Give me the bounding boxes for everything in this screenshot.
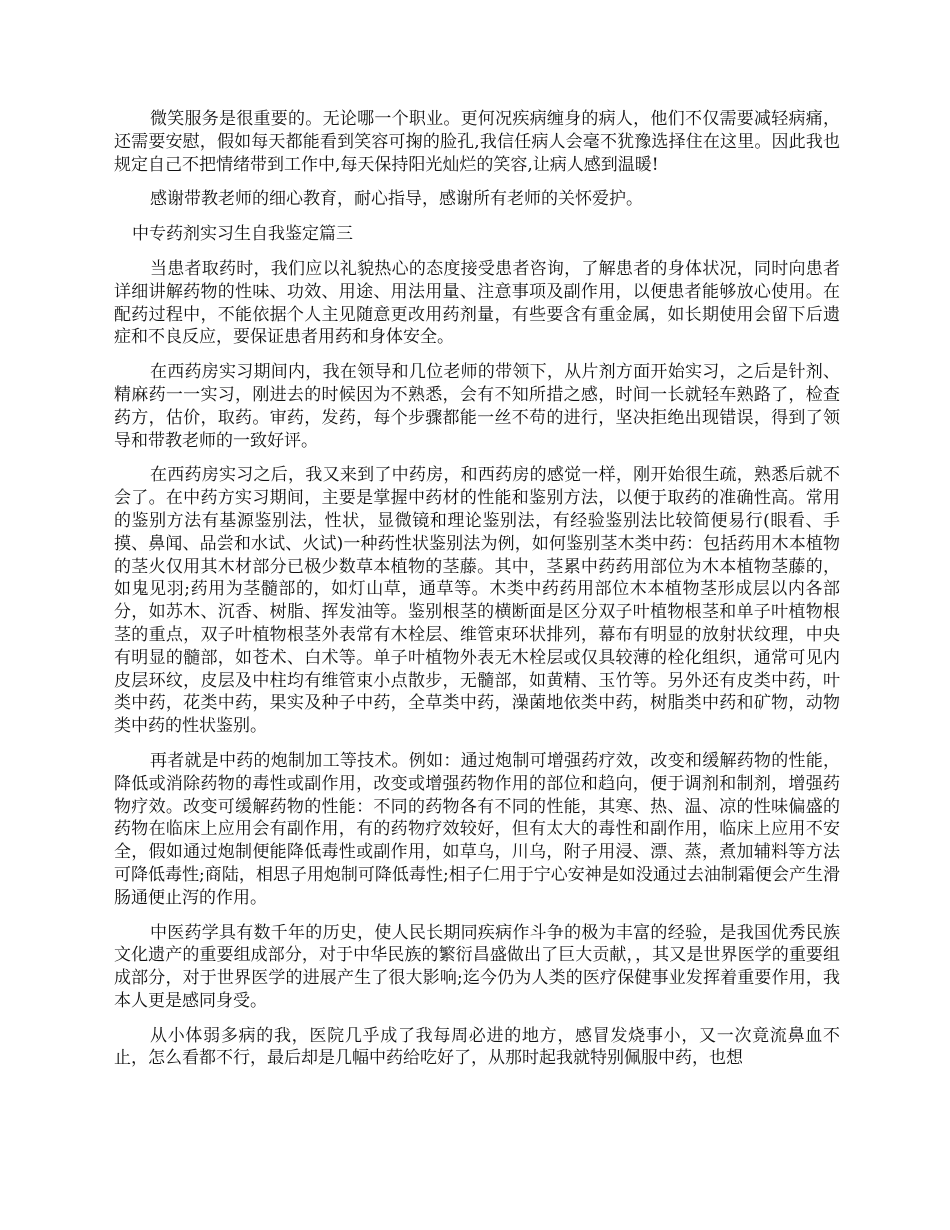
paragraph-western-pharmacy: 在西药房实习期间内，我在领导和几位老师的带领下，从片剂方面开始实习，之后是针剂、精麻药一一实习，刚进去的时候因为不熟悉，会有不知所措之感，时间一长就轻车熟路了，检查药方，估价，取药。审药，发药，每个步骤都能一丝不苟的进行，坚决拒绝出现错误，得到了领导和带教老师的一致好评。: [114, 362, 840, 451]
document-page: [114, 108, 840, 1082]
paragraph-tcm-history: 中医药学具有数千年的历史，使人民长期同疾病作斗争的极为丰富的经验，是我国优秀民族文化遗产的重要组成部分，对于中华民族的繁衍昌盛做出了巨大贡献，，其又是世界医学的重要组成部分，对于世界医学的进展产生了很大影响;迄今仍为人类的医疗保健事业发挥着重要作用，我本人更是感同身受。: [114, 922, 840, 1011]
section-heading: 中专药剂实习生自我鉴定篇三: [132, 224, 353, 245]
paragraph-processing-techniques: 再者就是中药的炮制加工等技术。例如：通过炮制可增强药疗效，改变和缓解药物的性能，降低或消除药物的毒性或副作用，改变或增强药物作用的部位和趋向，便于调剂和制剂，增强药物疗效。改变可缓解药物的性能：不同的药物各有不同的性能，其寒、热、温、凉的性味偏盛的药物在临床上应用会有副作用，有的药物疗效较好，但有太大的毒性和副作用，临床上应用不安全，假如通过炮制便能降低毒性或副作用，如草乌，川乌，附子用浸、漂、蒸，煮加辅料等方法可降低毒性;商陆，相思子用炮制可降低毒性;相子仁用于宁心安神是如没通过去油制霜便会产生滑肠通便止泻的作用。: [114, 750, 840, 908]
paragraph-personal-experience: 从小体弱多病的我，医院几乎成了我每周必进的地方，感冒发烧事小，又一次竟流鼻血不止，怎么看都不行，最后却是几幅中药给吃好了，从那时起我就特别佩服中药，也想: [114, 1025, 840, 1069]
paragraph-thanks-teachers: 感谢带教老师的细心教育，耐心指导，感谢所有老师的关怀爱护。: [150, 189, 643, 210]
paragraph-patient-consultation: 当患者取药时，我们应以礼貌热心的态度接受患者咨询，了解患者的身体状况，同时向患者详细讲解药物的性味、功效、用途、用法用量、注意事项及副作用，以便患者能够放心使用。在配药过程中，不能依据个人主见随意更改用药剂量，有些要含有重金属，如长期使用会留下后遗症和不良反应，要保证患者用药和身体安全。: [114, 258, 840, 348]
paragraph-chinese-pharmacy: 在西药房实习之后，我又来到了中药房，和西药房的感觉一样，刚开始很生疏，熟悉后就不会了。在中药方实习期间，主要是掌握中药材的性能和鉴别方法，以便于取药的准确性高。常用的鉴别方法有基源鉴别法，性状，显微镜和理论鉴别法，有经验鉴别法比较简便易行(眼看、手摸、鼻闻、品尝和水试、火试)一种药性状鉴别法为例，如何鉴别茎木类中药：包括药用木本植物的茎火仅用其木材部分已极少数草本植物的茎藤。其中，茎累中药药用部位为木本植物茎藤的，如鬼见羽;药用为茎髓部的，如灯山草，通草等。木类中药药用部位木本植物茎形成层以内各部分，如苏木、沉香、树脂、挥发油等。鉴别根茎的横断面是区分双子叶植物根茎和单子叶植物根茎的重点，双子叶植物根茎外表常有木栓层、维管束环状排列，幕布有明显的放射状纹理，中央有明显的髓部，如苍术、白术等。单子叶植物外表无木栓层或仅具较薄的栓化组织，通常可见内皮层环纹，皮层及中柱均有维管束小点散步，无髓部，如黄精、玉竹等。另外还有皮类中药，叶类中药，花类中药，果实及种子中药，全草类中药，澡菌地依类中药，树脂类中药和矿物，动物类中药的性状鉴别。: [114, 465, 840, 737]
paragraph-smile-service: 微笑服务是很重要的。无论哪一个职业。更何况疾病缠身的病人，他们不仅需要减轻病痛，还需要安慰，假如每天都能看到笑容可掬的脸孔,我信任病人会毫不犹豫选择住在这里。因此我也规定自己不把情绪带到工作中,每天保持阳光灿烂的笑容,让病人感到温暖!: [114, 109, 840, 175]
